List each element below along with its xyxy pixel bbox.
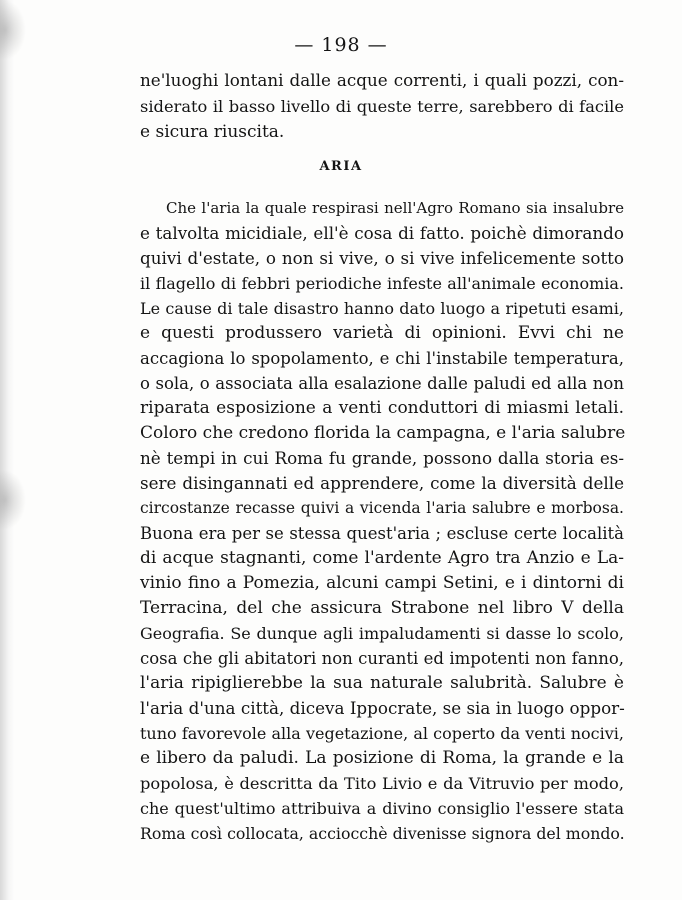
body-line: Geografia. Se dunque agli impaludamenti si dasse lo scolo, xyxy=(140,624,624,643)
body-line: circostanze recasse quivi a vicenda l'aria salubre e morbosa. xyxy=(140,499,624,517)
intro-line: siderato il basso livello di queste terre, sarebbero di facile xyxy=(140,97,624,116)
body-line: cosa che gli abitatori non curanti ed impotenti non fanno, xyxy=(140,649,624,668)
body-line: e talvolta micidiale, ell'è cosa di fatto. poichè dimorando xyxy=(140,223,624,243)
body-line: che quest'ultimo attribuiva a divino consiglio l'essere stata xyxy=(140,799,624,818)
page-number: — 198 — xyxy=(294,34,388,56)
body-line: l'aria d'una città, diceva Ippocrate, se sia in luogo oppor- xyxy=(140,698,625,718)
body-line: e questi produssero varietà di opinioni. Evvi chi ne xyxy=(140,323,624,343)
body-line: o sola, o associata alla esalazione dalle paludi ed alla non xyxy=(140,374,624,393)
body-line: quivi d'estate, o non si vive, o si vive infelicemente sotto xyxy=(140,248,624,268)
page-edge-shadow xyxy=(0,0,14,900)
body-line: Coloro che credono florida la campagna, e l'aria salubre xyxy=(140,423,626,443)
body-line: tuno favorevole alla vegetazione, al coperto da venti nocivi, xyxy=(140,724,624,743)
body-line: Le cause di tale disastro hanno dato luogo a ripetuti esami, xyxy=(140,299,624,318)
body-line: Che l'aria la quale respirasi nell'Agro Romano sia insalubre xyxy=(166,199,624,217)
intro-line: e sicura riuscita. xyxy=(140,122,285,142)
scan-speck xyxy=(0,470,26,530)
body-line: accagiona lo spopolamento, e chi l'instabile temperatura, xyxy=(140,349,624,368)
body-line: sere disingannati ed apprendere, come la diversità delle xyxy=(140,473,624,493)
body-line: l'aria ripiglierebbe la sua naturale salubrità. Salubre è xyxy=(140,673,624,693)
body-line: nè tempi in cui Roma fu grande, possono dalla storia es- xyxy=(140,448,624,468)
body-line: il flagello di febbri periodiche infeste all'animale economia. xyxy=(140,274,624,293)
body-line: e libero da paludi. La posizione di Roma, la grande e la xyxy=(140,748,624,768)
body-line: di acque stagnanti, come l'ardente Agro tra Anzio e La- xyxy=(140,548,624,568)
body-line: popolosa, è descritta da Tito Livio e da Vitruvio per modo, xyxy=(140,774,624,793)
intro-line: ne'luoghi lontani dalle acque correnti, i quali pozzi, con- xyxy=(140,70,624,90)
section-title: ARIA xyxy=(319,159,363,174)
body-line: Roma così collocata, acciocchè divenisse signora del mondo. xyxy=(140,824,625,843)
body-line: Buona era per se stessa quest'aria ; escluse certe località xyxy=(140,524,624,543)
body-line: vinio fino a Pomezia, alcuni campi Setini, e i dintorni di xyxy=(140,573,624,593)
body-line: riparata esposizione a venti conduttori di miasmi letali. xyxy=(140,398,624,418)
body-line: Terracina, del che assicura Strabone nel libro V della xyxy=(140,598,624,618)
